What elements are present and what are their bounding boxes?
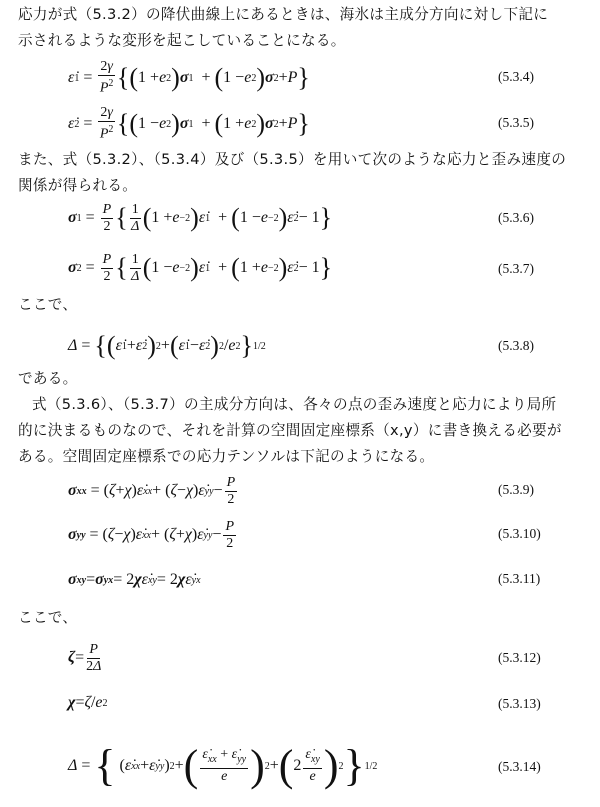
paragraph-5-line-1: 式（5.3.6）、（5.3.7）の主成分方向は、各々の点の歪み速度と応力により局所 <box>32 396 557 413</box>
equation-number-5-3-10: (5.3.10) <box>498 526 541 541</box>
equation-5-3-4: ε̇ 1 = $\frac{2\gamma}{P^2}$ { ( 1 + e 2 ) σ 1 + ( 1 − e 2 ) σ 2 + P } <box>68 59 310 96</box>
paragraph-1 <box>18 2 590 54</box>
equation-5-3-12: ζ = $\frac{P}{2\Delta}$ <box>68 641 102 674</box>
equation-number-5-3-14: (5.3.14) <box>498 759 541 774</box>
paragraph-6: ここで、 <box>18 609 78 626</box>
equation-number-5-3-11: (5.3.11) <box>498 571 541 586</box>
paragraph-1-line-2: 示されるような変形を起こしていることになる。 <box>18 32 346 49</box>
equation-number-5-3-12: (5.3.12) <box>498 650 541 665</box>
equation-5-3-8: Δ = { ( ε̇ 1 + ε̇ 2 ) 2 + ( ε̇ 1 − ε̇ 2 ) 2 / e 2 } 1/2 <box>68 331 266 360</box>
paragraph-5 <box>18 392 590 470</box>
paragraph-3: ここで、 <box>18 296 78 313</box>
equation-number-5-3-8: (5.3.8) <box>498 338 534 353</box>
equation-number-5-3-9: (5.3.9) <box>498 482 534 497</box>
equation-5-3-10: σ yy = ( ζ − χ ) ε̇ xx + ( ζ + χ ) ε̇ yy − $\frac{P}{2}$ <box>68 518 235 551</box>
equation-5-3-14: Δ = { ( ε̇ xx + ε̇ yy ) 2 + ( $\frac{\varepsiloṅ_{xx} + \varepsiloṅ_{yy}}{e}$ ) 2 + ( 2 $\frac{\varepsiloṅ_{xy}}{e}$ ) 2 } 1/2 <box>68 741 378 790</box>
equation-5-3-6: σ 1 = $\frac{P}{2}$ { $\frac{1}{\Delta}$ ( 1 + e −2 ) ε̇ 1 + ( 1 − e −2 ) ε̇ 2 − 1 } <box>68 201 333 234</box>
equation-5-3-11: σ xy = σ yx = 2 χ ε̇ xy = 2 χ ε̇ yx <box>68 571 201 588</box>
equation-5-3-9: σ xx = ( ζ + χ ) ε̇ xx + ( ζ − χ ) ε̇ yy − $\frac{P}{2}$ <box>68 474 236 507</box>
paragraph-5-line-3: ある。空間固定座標系での応力テンソルは下記のようになる。 <box>18 448 435 465</box>
paragraph-2-line-2: 関係が得られる。 <box>18 177 138 194</box>
equation-5-3-13: χ = ζ / e 2 <box>68 694 108 711</box>
paragraph-4: である。 <box>18 370 78 387</box>
equation-number-5-3-13: (5.3.13) <box>498 696 541 711</box>
paragraph-5-line-2: 的に決まるものなので、それを計算の空間固定座標系（x,y）に書き換える必要が <box>18 422 562 439</box>
paragraph-2 <box>18 147 590 199</box>
equation-number-5-3-5: (5.3.5) <box>498 115 534 130</box>
paragraph-1-line-1: 応力が式（5.3.2）の降伏曲線上にあるときは、海氷は主成分方向に対し下記に <box>18 6 549 23</box>
equation-number-5-3-4: (5.3.4) <box>498 69 534 84</box>
equation-number-5-3-6: (5.3.6) <box>498 210 534 225</box>
paragraph-2-line-1: また、式（5.3.2）、（5.3.4）及び（5.3.5）を用いて次のような応力と歪み速度の <box>18 151 567 168</box>
equation-number-5-3-7: (5.3.7) <box>498 261 534 276</box>
equation-5-3-5: ε̇ 2 = $\frac{2\gamma}{P^2}$ { ( 1 − e 2 ) σ 1 + ( 1 + e 2 ) σ 2 + P } <box>68 105 310 142</box>
equation-5-3-7: σ 2 = $\frac{P}{2}$ { $\frac{1}{\Delta}$ ( 1 − e −2 ) ε̇ 1 + ( 1 + e −2 ) ε̇ 2 − 1 } <box>68 251 333 284</box>
